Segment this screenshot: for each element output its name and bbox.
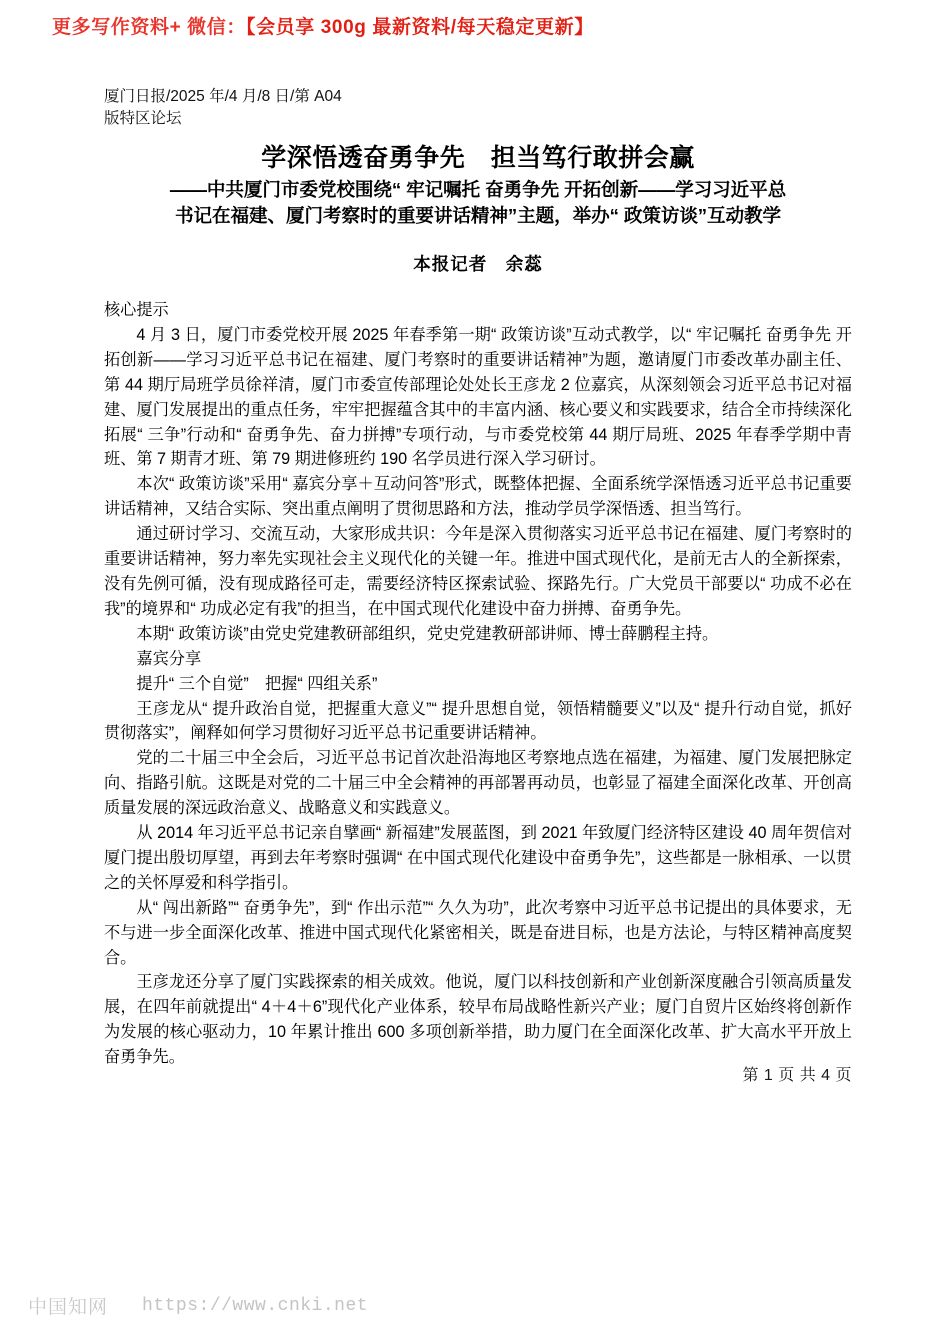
document-page [104, 86, 852, 1070]
article-subtitle-line2: 书记在福建、厦门考察时的重要讲话精神”主题，举办“ 政策访谈”互动教学 [175, 205, 781, 226]
article-paragraph: 核心提示 [104, 301, 169, 319]
article-title: 学深悟透奋勇争先 担当笃行敢拼会赢 [261, 144, 695, 172]
cnki-watermark [28, 1292, 368, 1319]
promo-banner [52, 12, 902, 39]
article-paragraph: 从“ 闯出新路”“ 奋勇争先”，到“ 作出示范”“ 久久为功”，此次考察中习近平总书记提出的具体要求，无不与进一步全面深化改革、推进中国式现代化紧密相关，既是奋进目标，也是方法论，与特区精神高度契合。 [104, 898, 852, 967]
publication-source [104, 86, 852, 130]
article-subtitle [104, 177, 852, 229]
article-paragraph: 本期“ 政策访谈”由党史党建教研部组织，党史党建教研部讲师、博士薛鹏程主持。 [136, 624, 719, 643]
article-paragraph: 从 2014 年习近平总书记亲自擘画“ 新福建”发展蓝图，到 2021 年致厦门经济特区建设 40 周年贺信对厦门提出殷切厚望，再到去年考察时强调“ 在中国式现代化建设中奋勇争先”，这些都是一脉相承、一以贯之的关怀厚爱和科学指引。 [104, 824, 852, 892]
cnki-url-text: https://www.cnki.net [142, 1295, 369, 1316]
article-body [104, 298, 852, 1070]
article-paragraph: 通过研讨学习、交流互动，大家形成共识：今年是深入贯彻落实习近平总书记在福建、厦门考察时的重要讲话精神，努力率先实现社会主义现代化的关键一年。推进中国式现代化，是前无古人的全新探索，没有先例可循，没有现成路径可走，需要经济特区探索试验、探路先行。广大党员干部要以“ 功成不必在我”的境界和“ 功成必定有我”的担当，在中国式现代化建设中奋力拼搏、奋勇争先。 [104, 525, 852, 618]
footer-page-number: 第 1 页 共 4 页 [742, 1067, 852, 1084]
article-paragraph: 王彦龙从“ 提升政治自觉，把握重大意义”“ 提升思想自觉，领悟精髓要义”以及“ 提升行动自觉，抓好贯彻落实”，阐释如何学习贯彻好习近平总书记重要讲话精神。 [104, 699, 852, 743]
promo-banner-bracket: 【会员享 300g 最新资料/每天稳定更新】 [245, 17, 594, 38]
article-paragraph: 本次“ 政策访谈”采用“ 嘉宾分享＋互动问答”形式，既整体把握、全面系统学深悟透习近平总书记重要讲话精神，又结合实际、突出重点阐明了贯彻思路和方法，推动学员学深悟透、担当笃行。 [104, 475, 852, 519]
article-paragraph: 提升“ 三个自觉” 把握“ 四组关系” [136, 674, 378, 693]
promo-banner-prefix: 更多写作资料+ 微信： [52, 17, 246, 38]
publication-source-line1: 厦门日报/2025 年/4 月/8 日/第 A04 [104, 88, 342, 105]
article-paragraph: 4 月 3 日，厦门市委党校开展 2025 年春季第一期“ 政策访谈”互动式教学，以“ 牢记嘱托 奋勇争先 开拓创新——学习习近平总书记在福建、厦门考察时的重要讲话精神”为题，邀请厦门市委改革办副主任、第 44 期厅局班学员徐祥清，厦门市委宣传部理论处处长王彦龙 2 位嘉宾，从深刻领会习近平总书记对福建、厦门发展提出的重点任务，牢牢把握蕴含其中的丰富内涵、核心要义和实践要求，结合全市持续深化拓展“ 三争”行动和“ 奋勇争先、奋力拼搏”专项行动，与市委党校第 44 期厅局班、2025 年春季学期中青班、第 7 期青才班、第 79 期进修班约 190 名学员进行深入学习研讨。 [104, 325, 852, 469]
article-subtitle-line1: ——中共厦门市委党校围绕“ 牢记嘱托 奋勇争先 开拓创新——学习习近平总 [169, 179, 787, 200]
article-paragraph: 嘉宾分享 [136, 649, 202, 668]
article-byline: 本报记者 余蕊 [413, 254, 543, 274]
cnki-logo-text: 中国知网 [28, 1297, 109, 1318]
article-paragraph: 党的二十届三中全会后，习近平总书记首次赴沿海地区考察地点选在福建，为福建、厦门发展把脉定向、指路引航。这既是对党的二十届三中全会精神的再部署再动员，也彰显了福建全面深化改革、开创高质量发展的深远政治意义、战略意义和实践意义。 [104, 749, 852, 818]
publication-source-line2: 版特区论坛 [104, 110, 182, 127]
article-paragraph: 王彦龙还分享了厦门实践探索的相关成效。他说，厦门以科技创新和产业创新深度融合引领高质量发展，在四年前就提出“ 4＋4＋6”现代化产业体系，较早布局战略性新兴产业；厦门自贸片区始终将创新作为发展的核心驱动力，10 年累计推出 600 多项创新举措，助力厦门在全面深化改革、扩大高水平开放上奋勇争先。 [104, 973, 852, 1067]
